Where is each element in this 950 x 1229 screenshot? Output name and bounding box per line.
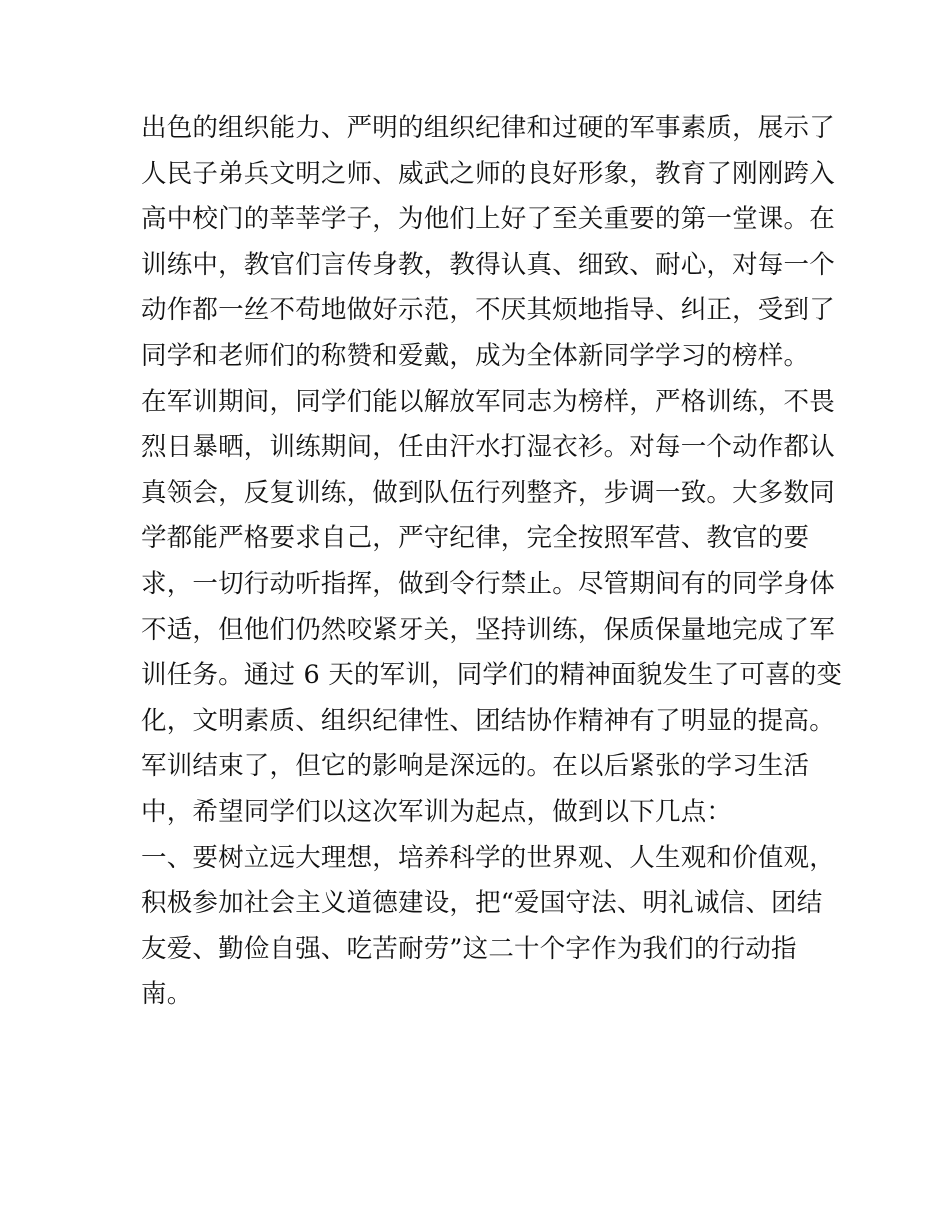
text-line: 动作都一丝不苟地做好示范，不厌其烦地指导、纠正，受到了 [141,295,835,326]
text-line: 不适，但他们仍然咬紧牙关，坚持训练，保质保量地完成了军 [141,614,835,645]
text-line: 高中校门的莘莘学子，为他们上好了至关重要的第一堂课。在 [141,204,835,235]
text-line: 训练中，教官们言传身教，教得认真、细致、耐心，对每一个 [141,249,835,280]
text-line: 学都能严格要求自己，严守纪律，完全按照军营、教官的要 [141,523,810,554]
body-text [141,106,843,1018]
text-line: 积极参加社会主义道德建设，把“爱国守法、明礼诚信、团结 [141,888,823,919]
text-line: 军训结束了，但它的影响是深远的。在以后紧张的学习生活 [141,751,810,782]
text-line: 中，希望同学们以这次军训为起点，做到以下几点： [141,796,733,827]
text-line: 友爱、勤俭自强、吃苦耐劳”这二十个字作为我们的行动指 [141,933,797,964]
text-line: 在军训期间，同学们能以解放军同志为榜样，严格训练，不畏 [141,386,835,417]
text-line: 同学和老师们的称赞和爱戴，成为全体新同学学习的榜样。 [141,340,810,371]
text-line: 出色的组织能力、严明的组织纪律和过硬的军事素质，展示了 [141,113,835,143]
text-line: 人民子弟兵文明之师、威武之师的良好形象，教育了刚刚跨入 [141,158,835,189]
text-line: 求，一切行动听指挥，做到令行禁止。尽管期间有的同学身体 [141,568,835,599]
text-line: 南。 [141,979,193,1010]
text-line: 训任务。通过 6 天的军训，同学们的精神面貌发生了可喜的变 [141,660,843,691]
text-line: 一、要树立远大理想，培养科学的世界观、人生观和价值观， [141,842,835,873]
text-line: 真领会，反复训练，做到队伍行列整齐，步调一致。大多数同 [141,477,835,508]
text-line: 烈日暴晒，训练期间，任由汗水打湿衣衫。对每一个动作都认 [141,432,835,463]
text-line: 化，文明素质、组织纪律性、团结协作精神有了明显的提高。 [141,705,835,736]
